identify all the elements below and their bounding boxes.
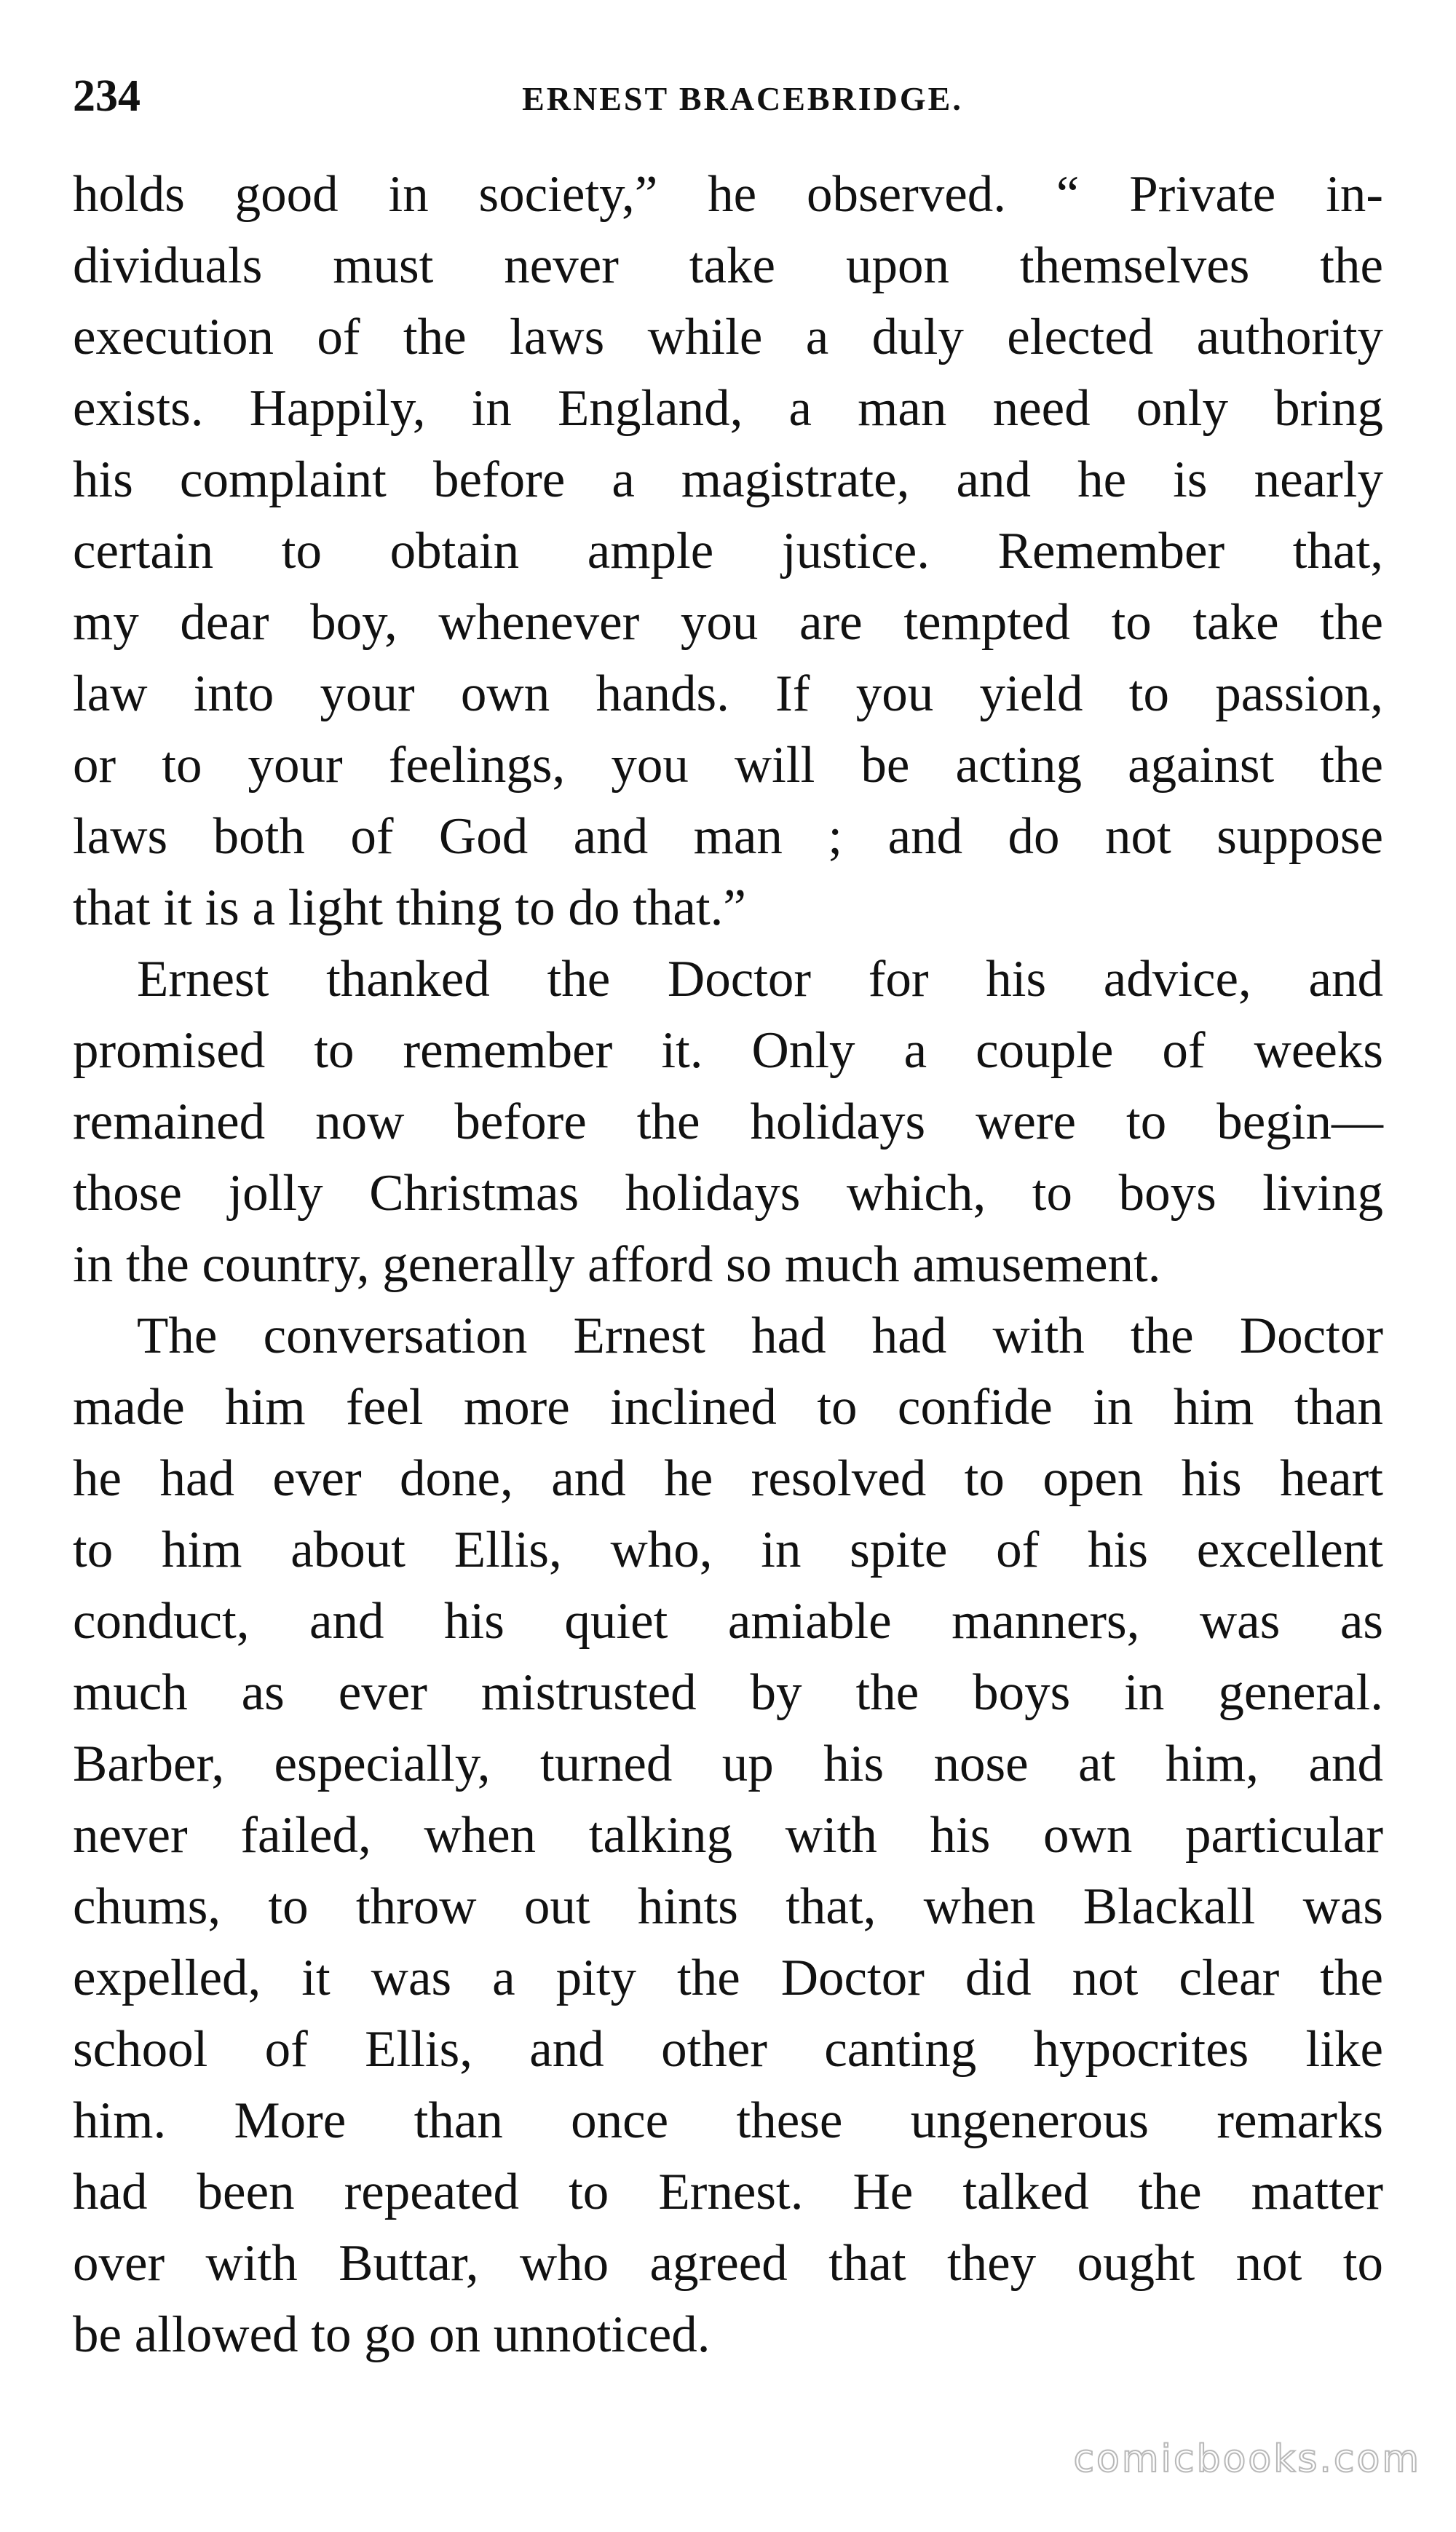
text-line: execution of the laws while a duly elected authority <box>73 309 1383 365</box>
text-line: Ernest thanked the Doctor for his advice, and <box>137 951 1383 1008</box>
text-line: school of Ellis, and other canting hypocrites like <box>73 2021 1383 2078</box>
paragraph <box>73 159 1383 943</box>
text-line: expelled, it was a pity the Doctor did not clear the <box>73 1950 1383 2006</box>
text-line: that it is a light thing to do that.” <box>73 879 746 936</box>
text-line: him. More than once these ungenerous remarks <box>73 2092 1383 2149</box>
text-line: he had ever done, and he resolved to open his heart <box>73 1450 1383 1507</box>
text-line: those jolly Christmas holidays which, to boys living <box>73 1165 1383 1222</box>
paragraph <box>73 1300 1383 2370</box>
text-line: had been repeated to Ernest. He talked the matter <box>73 2164 1383 2220</box>
paragraph <box>73 943 1383 1300</box>
text-line: to him about Ellis, who, in spite of his excellent <box>73 1522 1383 1578</box>
text-line: never failed, when talking with his own particular <box>73 1807 1383 1864</box>
text-line: promised to remember it. Only a couple of weeks <box>73 1022 1383 1079</box>
text-line: laws both of God and man ; and do not suppose <box>73 808 1383 865</box>
text-line: in the country, generally afford so much amusement. <box>73 1236 1161 1293</box>
text-line: certain to obtain ample justice. Remember that, <box>73 523 1383 579</box>
text-line: The conversation Ernest had had with the Doctor <box>137 1307 1383 1364</box>
body-text <box>73 159 1383 2370</box>
text-line: his complaint before a magistrate, and he is nearly <box>73 451 1383 508</box>
text-line: remained now before the holidays were to begin— <box>73 1093 1383 1150</box>
watermark: comicbooks.com <box>1073 2437 1421 2481</box>
text-line: exists. Happily, in England, a man need only bring <box>73 380 1383 437</box>
page-header <box>73 67 1383 125</box>
running-title: ERNEST BRACEBRIDGE. <box>522 80 963 117</box>
text-line: conduct, and his quiet amiable manners, was as <box>73 1593 1383 1650</box>
text-line: Barber, especially, turned up his nose at him, and <box>73 1736 1383 1792</box>
text-line: made him feel more inclined to confide in him than <box>73 1379 1383 1436</box>
text-line: chums, to throw out hints that, when Blackall was <box>73 1878 1383 1935</box>
text-line: much as ever mistrusted by the boys in general. <box>73 1664 1383 1721</box>
text-line: dividuals must never take upon themselves the <box>73 237 1383 294</box>
text-line: or to your feelings, you will be acting against the <box>73 737 1383 794</box>
text-line: holds good in society,” he observed. “ Private in- <box>73 166 1383 223</box>
text-line: my dear boy, whenever you are tempted to take the <box>73 594 1383 651</box>
page-number: 234 <box>73 71 141 121</box>
text-line: law into your own hands. If you yield to passion, <box>73 665 1383 722</box>
text-line: over with Buttar, who agreed that they ought not to <box>73 2235 1383 2292</box>
text-line: be allowed to go on unnoticed. <box>73 2306 711 2363</box>
